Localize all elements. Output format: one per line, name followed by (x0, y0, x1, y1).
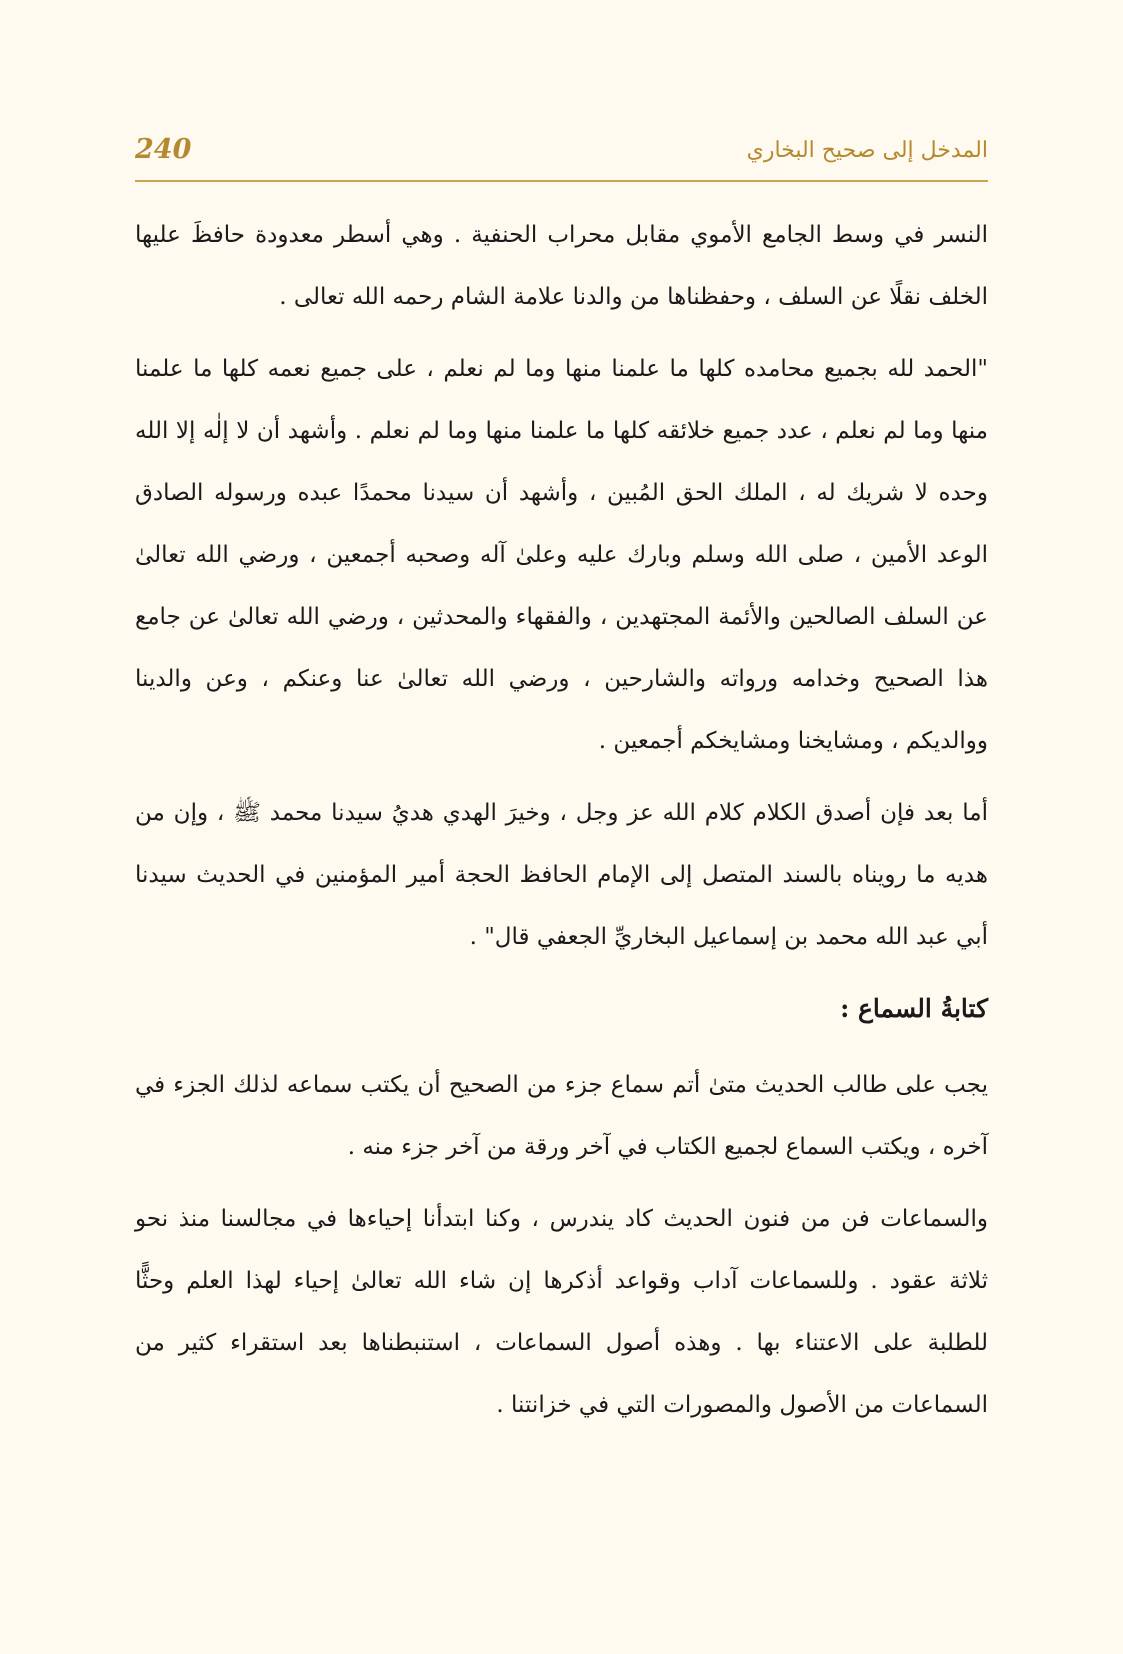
book-title: المدخل إلى صحيح البخاري (746, 138, 988, 163)
book-page (135, 128, 988, 1528)
paragraph-1: النسر في وسط الجامع الأموي مقابل محراب الحنفية . وهي أسطر معدودة حافظَ عليها الخلف نقلًا عن السلف ، وحفظناها من والدنا علامة الشام رحمه الله تعالى . (135, 222, 988, 310)
paragraph-2: "الحمد لله بجميع محامده كلها ما علمنا منها وما لم نعلم ، على جميع نعمه كلها ما علمنا منها وما لم نعلم ، عدد جميع خلائقه كلها ما علمنا منها وما لم نعلم . وأشهد أن لا إلٰه إلا الله وحده لا شريك له ، الملك الحق المُبين ، وأشهد أن سيدنا محمدًا عبده ورسوله الصادق الوعد الأمين ، صلى الله وسلم وبارك عليه وعلىٰ آله وصحبه أجمعين ، ورضي الله تعالىٰ عن السلف الصالحين والأئمة المجتهدين ، والفقهاء والمحدثين ، ورضي الله تعالىٰ عن جامع هذا الصحيح وخدامه ورواته والشارحين ، ورضي الله تعالىٰ عنا وعنكم ، وعن والدينا ووالديكم ، ومشايخنا ومشايخكم أجمعين . (135, 356, 989, 754)
paragraph-4: يجب على طالب الحديث متىٰ أتم سماع جزء من الصحيح أن يكتب سماعه لذلك الجزء في آخره ، ويكتب السماع لجميع الكتاب في آخر ورقة من آخر جزء منه . (135, 1072, 988, 1160)
paragraph-3: أما بعد فإن أصدق الكلام كلام الله عز وجل ، وخيرَ الهدي هديُ سيدنا محمد ﷺ ، وإن من هديه ما رويناه بالسند المتصل إلى الإمام الحافظ الحجة أمير المؤمنين في الحديث سيدنا أبي عبد الله محمد بن إسماعيل البخاريِّ الجعفي قال" . (135, 800, 988, 950)
page-body (135, 204, 988, 1436)
running-header (135, 128, 988, 182)
paragraph-5: والسماعات فن من فنون الحديث كاد يندرس ، وكنا ابتدأنا إحياءها في مجالسنا منذ نحو ثلاثة عقود . وللسماعات آداب وقواعد أذكرها إن شاء الله تعالىٰ إحياء لهذا العلم وحثًّا للطلبة على الاعتناء بها . وهذه أصول السماعات ، استنبطناها بعد استقراء كثير من السماعات من الأصول والمصورات التي في خزانتنا . (135, 1206, 988, 1418)
page-number: 240 (135, 134, 192, 165)
section-heading: كتابةُ السماع : (840, 994, 988, 1023)
